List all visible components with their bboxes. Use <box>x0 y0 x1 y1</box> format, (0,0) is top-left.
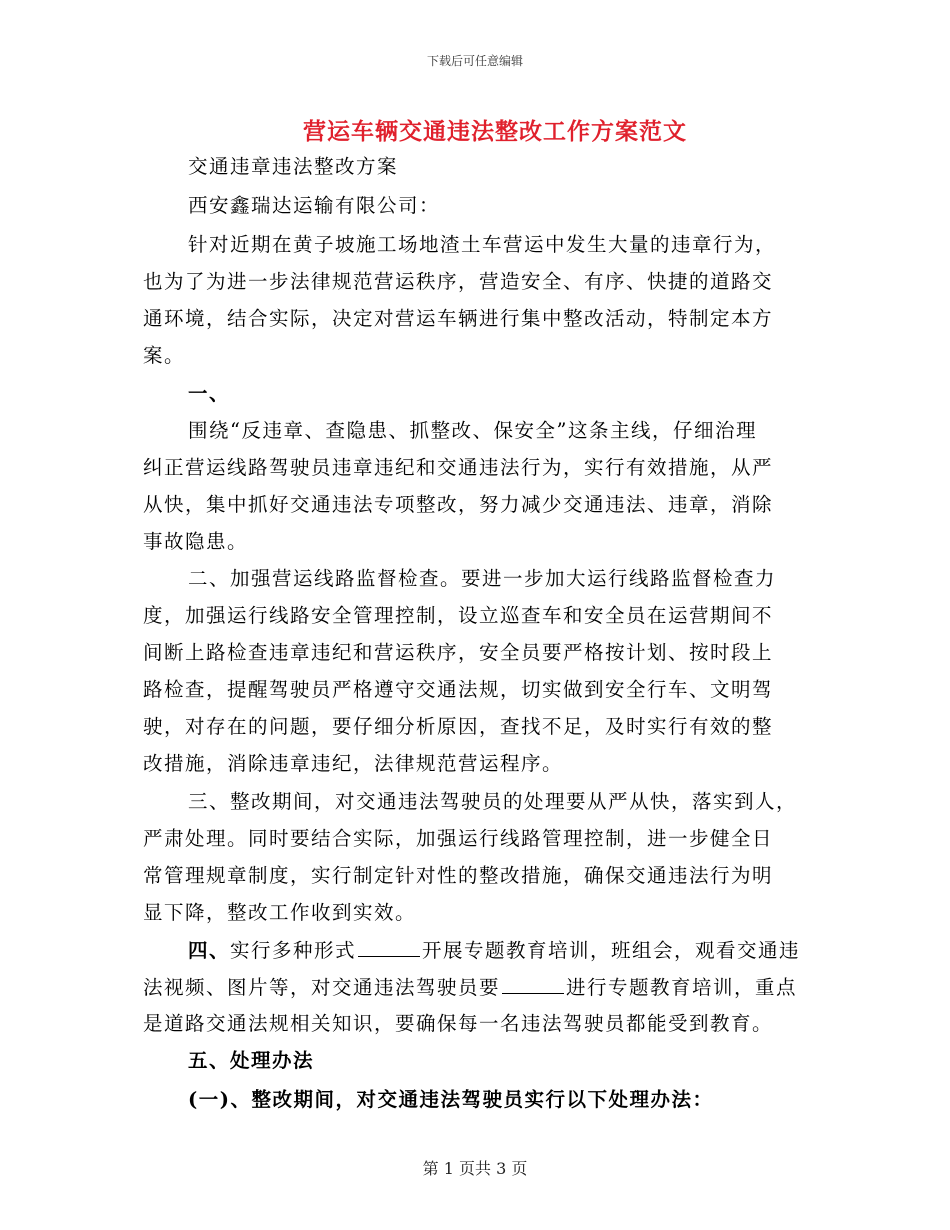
paragraph-line: 驶，对存在的问题，要仔细分析原因，查找不足，及时实行有效的整 <box>143 715 774 738</box>
paragraph-line: 围绕“反违章、查隐患、抓整改、保安全”这条主线，仔细治理 <box>188 419 757 442</box>
paragraph-line: 常管理规章制度，实行制定针对性的整改措施，确保交通违法行为明 <box>143 864 774 887</box>
paragraph-line <box>188 936 800 965</box>
paragraph-line: 路检查，提醒驾驶员严格遵守交通法规，切实做到安全行车、文明驾 <box>143 678 774 701</box>
section-heading: 五、处理办法 <box>188 1049 315 1072</box>
paragraph-line: 严肃处理。同时要结合实际，加强运行线路管理控制，进一步健全日 <box>143 827 774 850</box>
inline-text: 进行专题教育培训，重点 <box>566 976 798 999</box>
subsection-heading: (一)、整改期间，对交通违法驾驶员实行以下处理办法： <box>188 1088 714 1111</box>
paragraph-line: 间断上路检查违章违纪和营运秩序，安全员要严格按计划、按时段上 <box>143 641 774 664</box>
inline-text: 法视频、图片等，对交通违法驾驶员要 <box>143 976 501 999</box>
paragraph-line: 从快，集中抓好交通违法专项整改，努力减少交通违法、违章，消除 <box>143 493 774 516</box>
paragraph-line: 三、整改期间，对交通违法驾驶员的处理要从严从快，落实到人， <box>188 790 798 813</box>
inline-text: 实行多种形式 <box>230 939 357 962</box>
subtitle-line: 交通违章违法整改方案 <box>188 155 399 178</box>
document-title: 营运车辆交通违法整改工作方案范文 <box>303 118 687 145</box>
blank-underline <box>502 973 564 994</box>
paragraph-line: 改措施，消除违章违纪，法律规范营运程序。 <box>143 752 564 775</box>
paragraph-line: 纠正营运线路驾驶员违章违纪和交通违法行为，实行有效措施，从严 <box>143 456 774 479</box>
section-heading: 一、 <box>188 382 231 405</box>
paragraph-line: 二、加强营运线路监督检查。要进一步加大运行线路监督检查力 <box>188 567 777 590</box>
paragraph-line: 是道路交通法规相关知识，要确保每一名违法驾驶员都能受到教育。 <box>143 1012 774 1035</box>
header-note: 下载后可任意编辑 <box>426 54 523 68</box>
blank-underline <box>358 936 420 957</box>
section-number: 四、 <box>188 939 231 962</box>
paragraph-line: 也为了为进一步法律规范营运秩序，营造安全、有序、快捷的道路交 <box>143 270 774 293</box>
paragraph-line: 度，加强运行线路安全管理控制，设立巡查车和安全员在运营期间不 <box>143 604 774 627</box>
inline-text: 开展专题教育培训，班组会，观看交通违 <box>422 939 801 962</box>
paragraph-line: 事故隐患。 <box>143 530 249 553</box>
paragraph-line: 案。 <box>143 344 186 367</box>
paragraph-line <box>143 973 797 1002</box>
page-footer: 第 1 页共 3 页 <box>422 1159 528 1178</box>
addressee-line: 西安鑫瑞达运输有限公司： <box>188 194 441 217</box>
paragraph-line: 针对近期在黄子坡施工场地渣土车营运中发生大量的违章行为， <box>188 233 777 256</box>
paragraph-line: 通环境，结合实际，决定对营运车辆进行集中整改活动，特制定本方 <box>143 307 774 330</box>
paragraph-line: 显下降，整改工作收到实效。 <box>143 901 417 924</box>
